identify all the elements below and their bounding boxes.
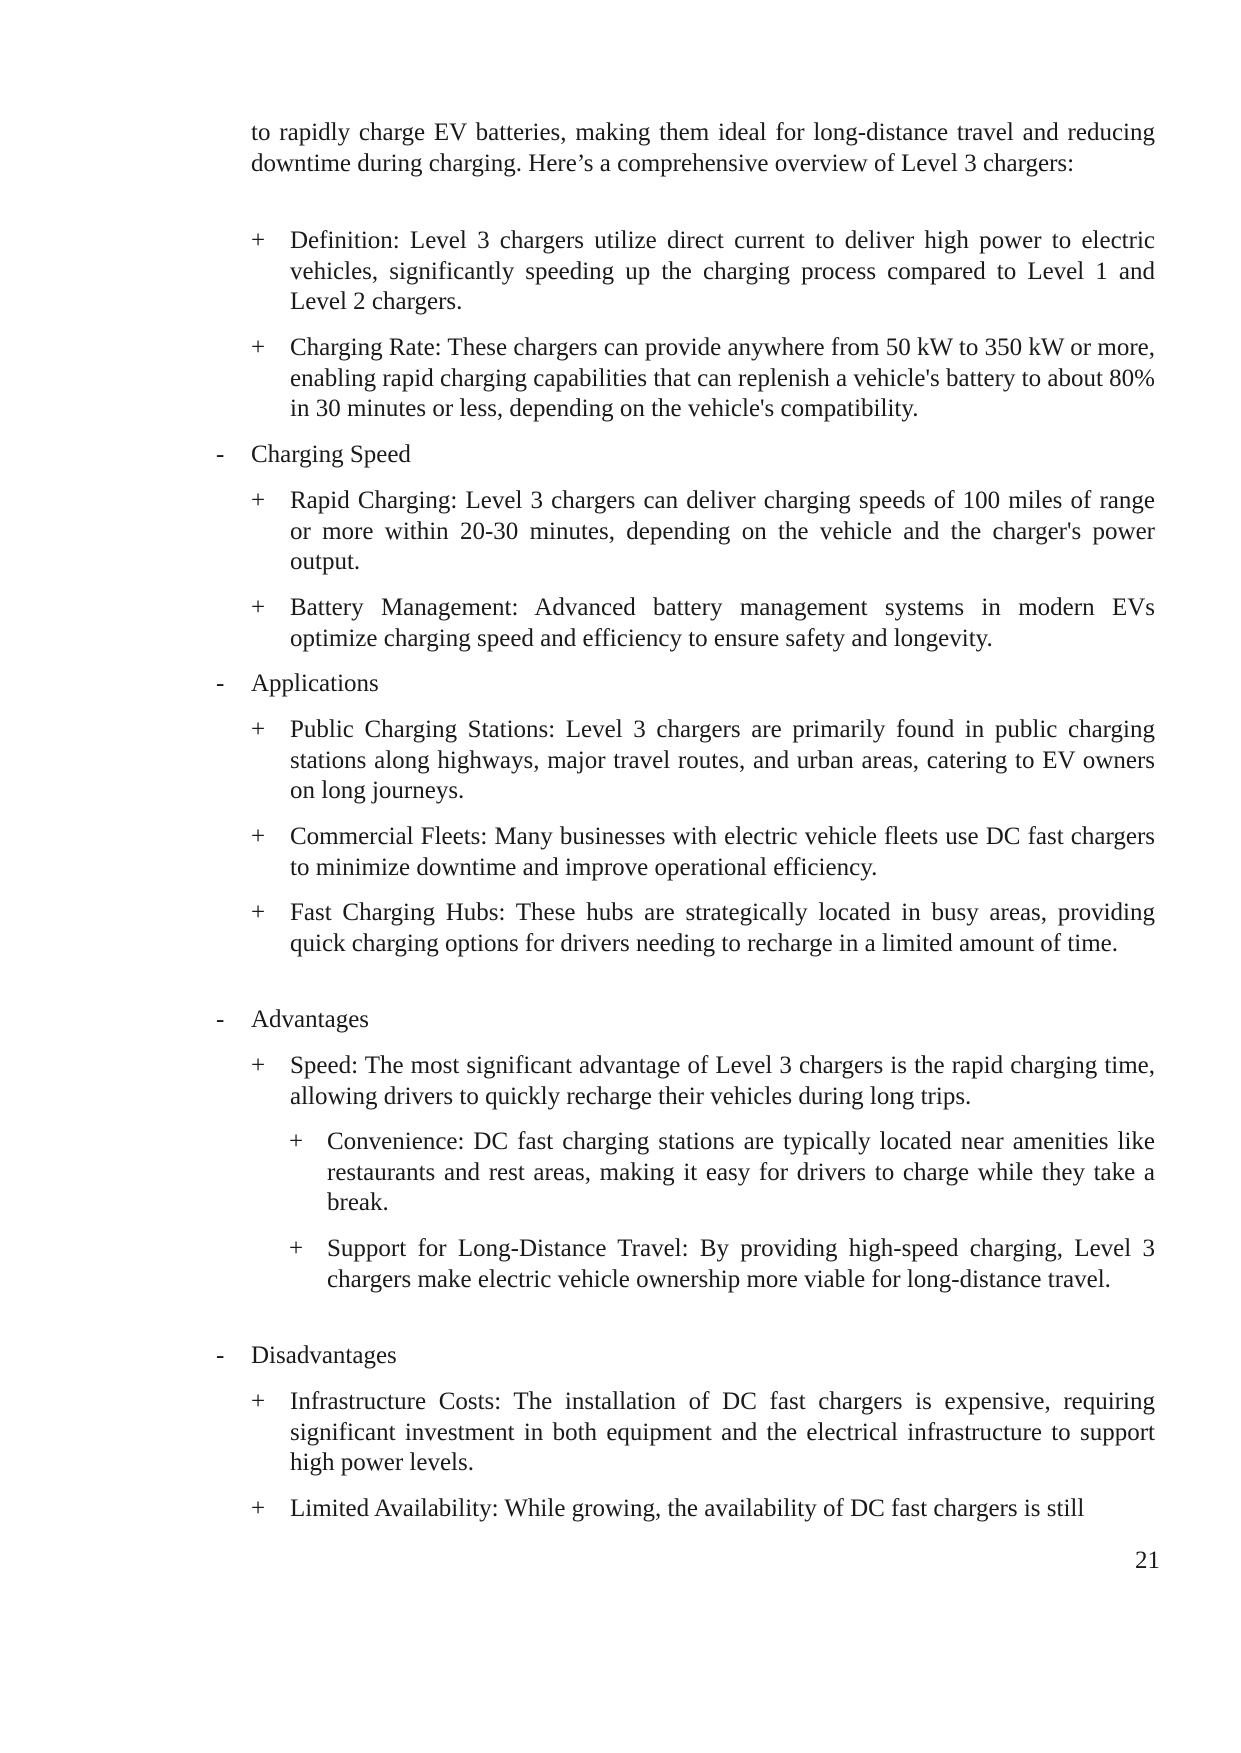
intro-paragraph: to rapidly charge EV batteries, making them ideal for long-distance travel and reducing downtime during charging. Here’s a comprehensive overview of Level 3 chargers: <box>251 119 1155 177</box>
fast-charging-hubs-item: Fast Charging Hubs: These hubs are strategically located in busy areas, providing quick charging options for drivers needing to recharge in a limited amount of time. <box>290 899 1155 957</box>
plus-bullet: + <box>251 227 266 254</box>
plus-bullet: + <box>251 899 266 926</box>
infrastructure-costs-item: Infrastructure Costs: The installation of DC fast chargers is expensive, requiring significant investment in both equipment and the electrical infrastructure to support high power levels. <box>290 1388 1155 1476</box>
convenience-item: Convenience: DC fast charging stations are typically located near amenities like restaurants and rest areas, making it easy for drivers to charge while they take a break. <box>327 1128 1155 1216</box>
definition-item: Definition: Level 3 chargers utilize direct current to deliver high power to electric vehicles, significantly speeding up the charging process compared to Level 1 and Level 2 chargers. <box>290 227 1155 315</box>
commercial-fleets-item: Commercial Fleets: Many businesses with electric vehicle fleets use DC fast chargers to minimize downtime and improve operational efficiency. <box>290 823 1155 881</box>
speed-item: Speed: The most significant advantage of Level 3 chargers is the rapid charging time, allowing drivers to quickly recharge their vehicles during long trips. <box>290 1052 1155 1110</box>
plus-bullet: + <box>251 1388 266 1415</box>
rapid-charging-item: Rapid Charging: Level 3 chargers can deliver charging speeds of 100 miles of range or more within 20-30 minutes, depending on the vehicle and the charger's power output. <box>290 487 1155 575</box>
charging-speed-heading: Charging Speed <box>251 441 411 468</box>
plus-bullet: + <box>251 487 266 514</box>
plus-bullet: + <box>251 1495 266 1522</box>
page-number: 21 <box>1135 1547 1160 1574</box>
applications-heading: Applications <box>251 670 379 697</box>
plus-bullet: + <box>289 1235 304 1262</box>
dash-bullet: - <box>216 670 225 697</box>
plus-bullet: + <box>251 1052 266 1079</box>
battery-management-item: Battery Management: Advanced battery management systems in modern EVs optimize charging speed and efficiency to ensure safety and longevity. <box>290 594 1155 652</box>
plus-bullet: + <box>251 716 266 743</box>
public-charging-item: Public Charging Stations: Level 3 chargers are primarily found in public charging stations along highways, major travel routes, and urban areas, catering to EV owners on long journeys. <box>290 716 1155 804</box>
plus-bullet: + <box>251 823 266 850</box>
long-distance-item: Support for Long-Distance Travel: By providing high-speed charging, Level 3 chargers make electric vehicle ownership more viable for long-distance travel. <box>327 1235 1155 1293</box>
limited-availability-item: Limited Availability: While growing, the availability of DC fast chargers is still <box>290 1495 1085 1522</box>
plus-bullet: + <box>251 594 266 621</box>
dash-bullet: - <box>216 441 225 468</box>
dash-bullet: - <box>216 1006 225 1033</box>
disadvantages-heading: Disadvantages <box>251 1342 397 1369</box>
advantages-heading: Advantages <box>251 1006 370 1033</box>
dash-bullet: - <box>216 1342 225 1369</box>
plus-bullet: + <box>289 1128 304 1155</box>
plus-bullet: + <box>251 334 266 361</box>
charging-rate-item: Charging Rate: These chargers can provide anywhere from 50 kW to 350 kW or more, enabling rapid charging capabilities that can replenish a vehicle's battery to about 80% in 30 minutes or less, depending on the vehicle's compatibility. <box>290 334 1155 422</box>
